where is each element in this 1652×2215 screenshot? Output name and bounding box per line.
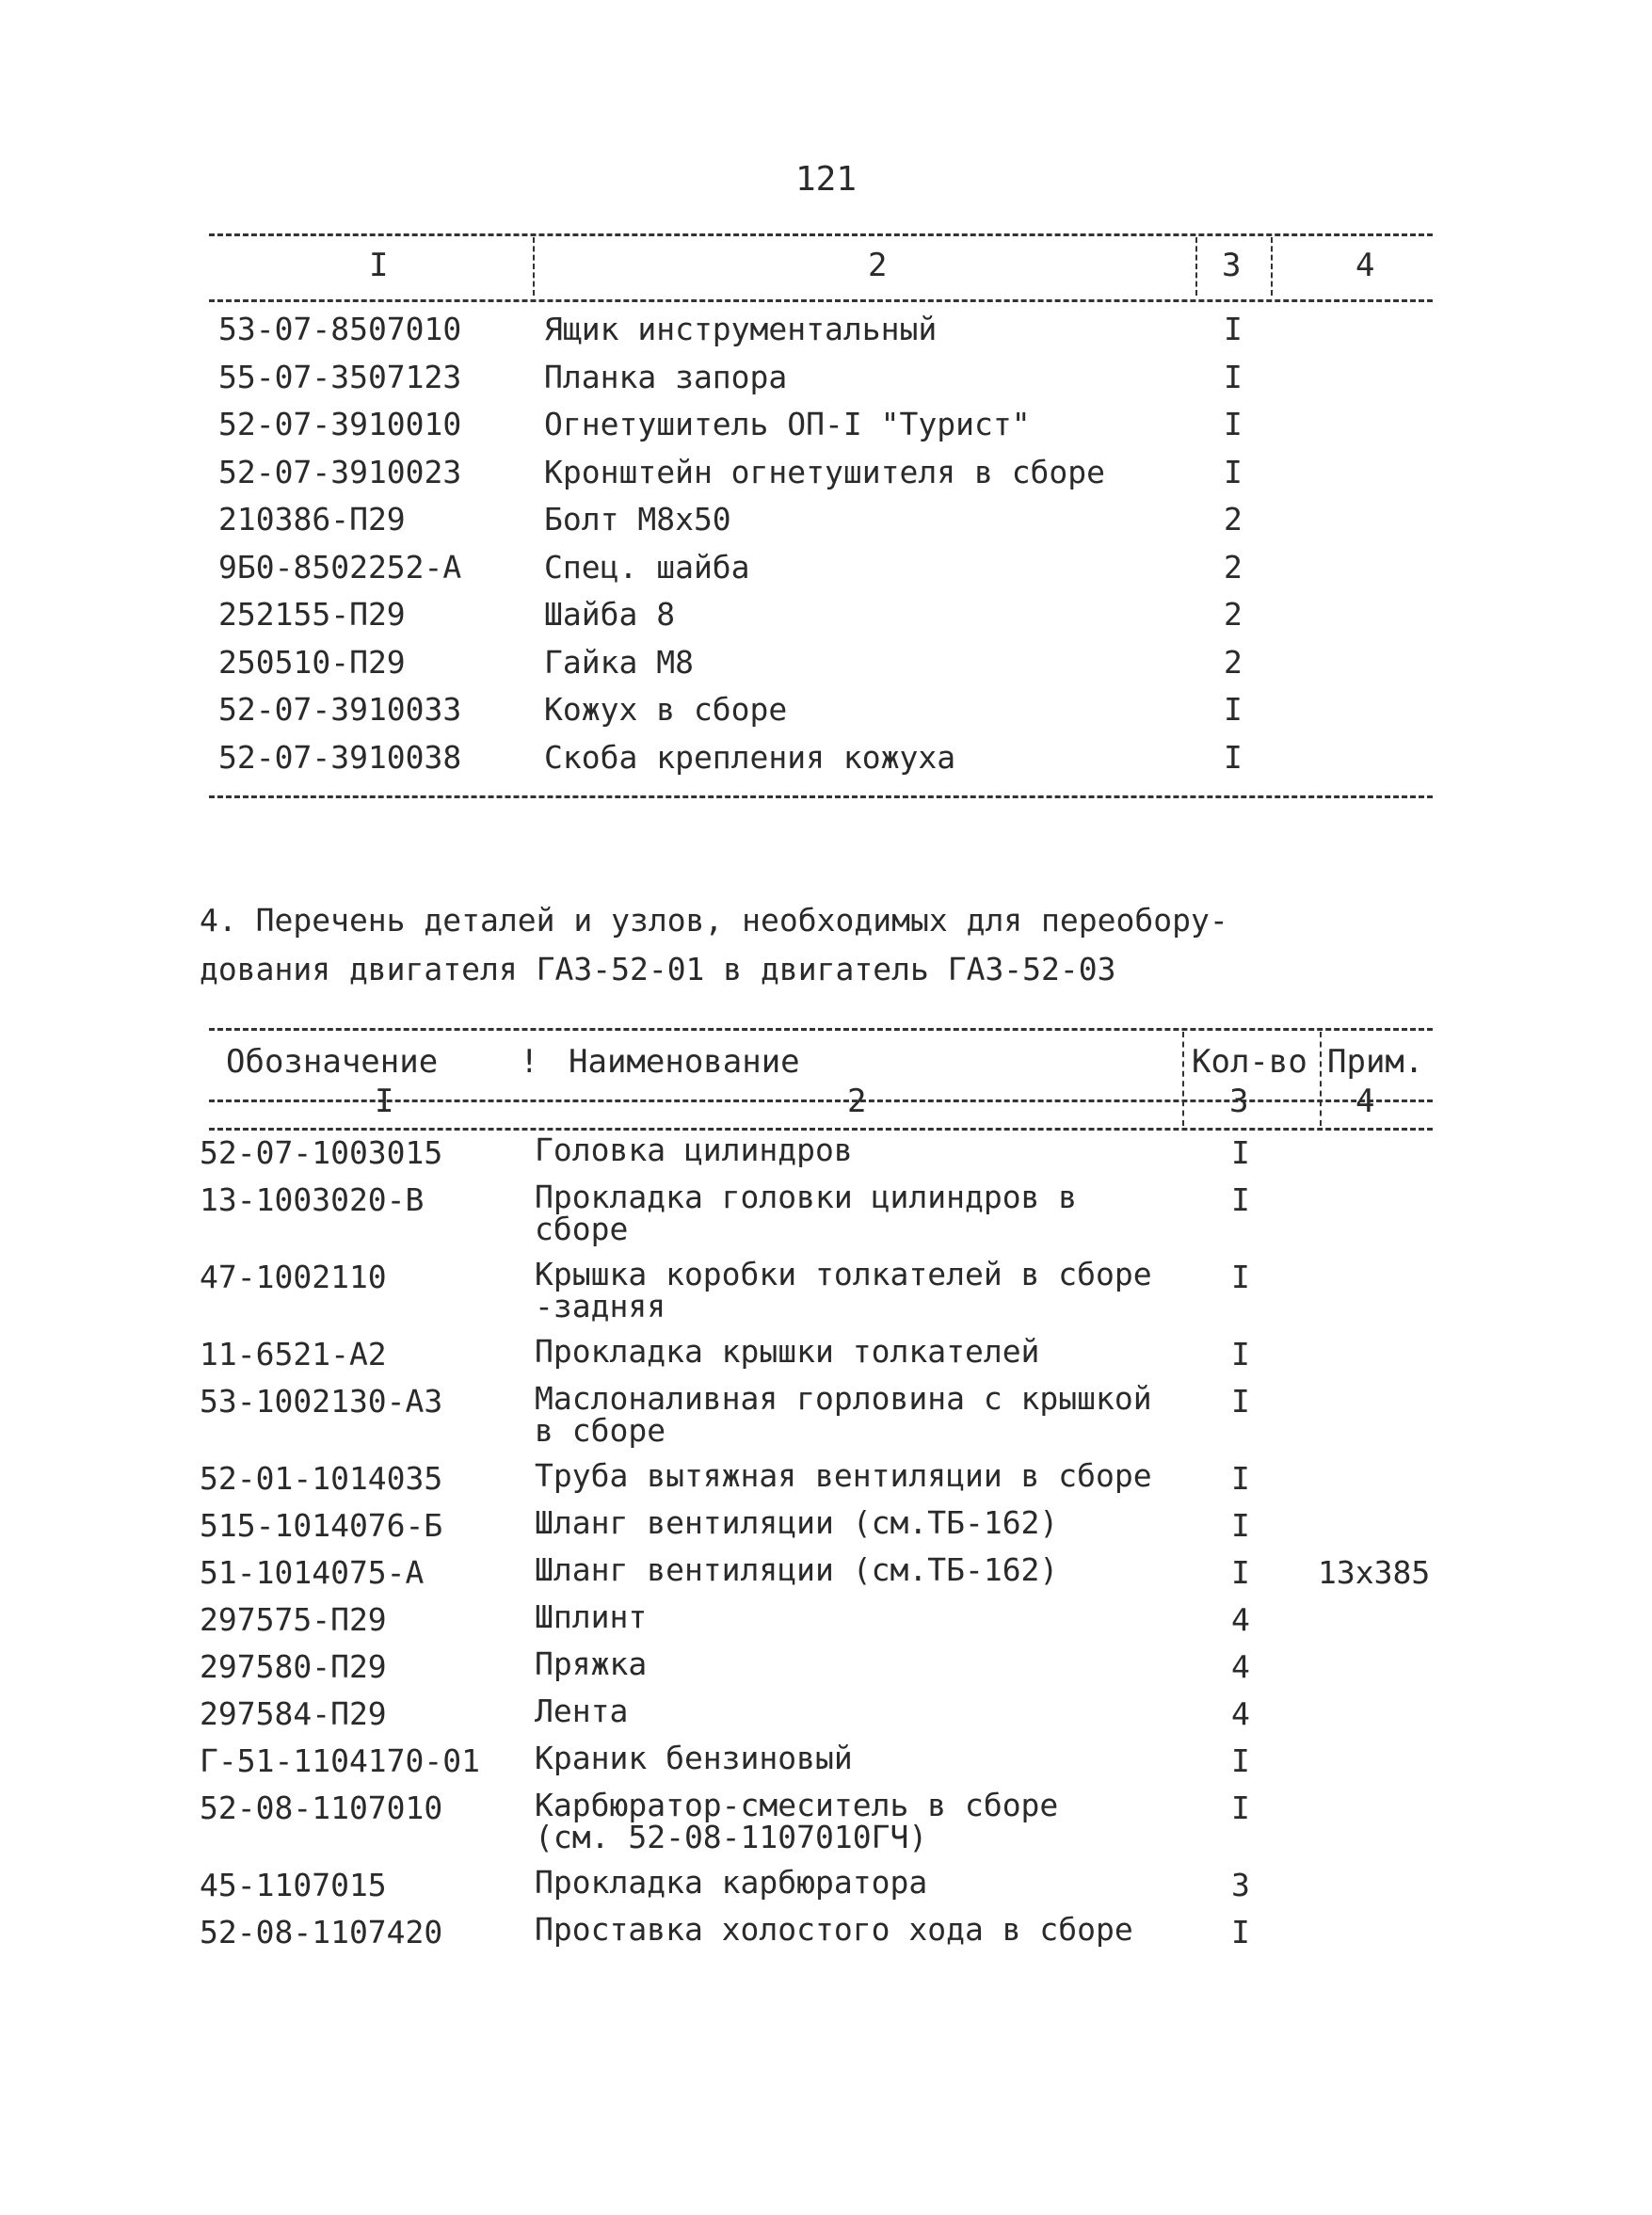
- part-code: 52-07-3910010: [218, 406, 462, 442]
- part-code: 252155-П29: [218, 596, 406, 633]
- part-qty: 4: [1231, 1648, 1250, 1685]
- part-code: Г-51-1104170-01: [200, 1742, 481, 1779]
- part-code: 45-1107015: [200, 1867, 387, 1903]
- table1-header-rule: [209, 299, 1433, 302]
- part-code: 55-07-3507123: [218, 358, 462, 395]
- table-row: [0, 1457, 1652, 1507]
- section4-line1: 4. Перечень деталей и узлов, необходимых для переобору-: [200, 902, 1228, 939]
- part-name: Краник бензиновый: [535, 1740, 853, 1776]
- table2-header-designation: Обозначение: [226, 1043, 439, 1081]
- part-code: 52-08-1107420: [200, 1914, 443, 1950]
- part-qty: 4: [1231, 1695, 1250, 1732]
- table-row: [0, 1787, 1652, 1867]
- part-name: Ящик инструментальный: [544, 311, 938, 347]
- table2-header-note: Прим.: [1327, 1043, 1424, 1081]
- part-qty: I: [1224, 453, 1243, 490]
- part-name: Карбюратор-смеситель в сборе (см. 52-08-1107010ГЧ): [535, 1787, 1059, 1855]
- table-row: [0, 596, 1652, 643]
- part-qty: I: [1231, 1383, 1250, 1420]
- part-qty: I: [1224, 738, 1243, 776]
- table-row: [0, 501, 1652, 548]
- part-code: 51-1014075-А: [200, 1554, 425, 1591]
- part-code: 52-01-1014035: [200, 1460, 443, 1497]
- table-row: [0, 1864, 1652, 1914]
- table-row: [0, 1333, 1652, 1383]
- table-row: [0, 1911, 1652, 1961]
- table2-divider: [1182, 1032, 1184, 1126]
- table2-header-sep: !: [520, 1043, 539, 1081]
- part-qty: 4: [1231, 1601, 1250, 1638]
- part-qty: I: [1224, 358, 1243, 395]
- part-qty: 3: [1231, 1867, 1250, 1903]
- part-qty: I: [1224, 406, 1243, 442]
- table-row: [0, 1645, 1652, 1695]
- table2-header-qty: Кол-во: [1192, 1043, 1307, 1081]
- table-row: [0, 549, 1652, 596]
- table1-header-col3: 3: [1222, 247, 1242, 284]
- part-name: Болт М8х50: [544, 501, 731, 538]
- table-row: [0, 1181, 1652, 1259]
- table-row: [0, 1380, 1652, 1460]
- part-name: Планка запора: [544, 358, 788, 395]
- part-name: Шланг вентиляции (см.ТБ-162): [535, 1504, 1059, 1541]
- table-row: [0, 454, 1652, 501]
- table2-header-num3: 3: [1229, 1083, 1249, 1120]
- table1-divider: [533, 237, 535, 296]
- table2-header-name: Наименование: [569, 1043, 800, 1081]
- part-code: 52-07-1003015: [200, 1134, 443, 1171]
- part-qty: I: [1231, 1790, 1250, 1826]
- part-name: Шайба 8: [544, 596, 676, 633]
- part-name: Труба вытяжная вентиляции в сборе: [535, 1457, 1152, 1494]
- part-qty: I: [1231, 1336, 1250, 1372]
- table1-header-col4: 4: [1355, 247, 1375, 284]
- part-qty: I: [1231, 1134, 1250, 1171]
- part-name: Кожух в сборе: [544, 691, 788, 728]
- part-code: 210386-П29: [218, 501, 406, 538]
- part-name: Шланг вентиляции (см.ТБ-162): [535, 1551, 1059, 1588]
- table2-divider: [1320, 1032, 1322, 1126]
- part-name: Пряжка: [535, 1645, 648, 1682]
- table-row: [0, 1504, 1652, 1554]
- table1-header-col2: 2: [868, 247, 888, 284]
- table1-divider: [1271, 237, 1273, 296]
- part-code: 515-1014076-Б: [200, 1507, 443, 1544]
- part-code: 52-08-1107010: [200, 1790, 443, 1826]
- table-row: [0, 1551, 1652, 1601]
- part-name: Спец. шайба: [544, 548, 750, 586]
- part-qty: 2: [1224, 643, 1243, 681]
- part-code: 250510-П29: [218, 643, 406, 681]
- table-row: [0, 739, 1652, 786]
- part-name: Прокладка головки цилиндров в сборе: [535, 1179, 1078, 1247]
- part-code: 52-07-3910038: [218, 738, 462, 776]
- part-code: 297584-П29: [200, 1695, 387, 1732]
- part-name: Лента: [535, 1693, 629, 1729]
- part-name: Маслоналивная горловина с крышкой в сборе: [535, 1380, 1152, 1449]
- part-name: Прокладка крышки толкателей: [535, 1333, 1040, 1370]
- part-code: 52-07-3910033: [218, 691, 462, 728]
- part-name: Кронштейн огнетушителя в сборе: [544, 453, 1106, 490]
- part-qty: 2: [1224, 501, 1243, 538]
- part-name: Проставка холостого хода в сборе: [535, 1911, 1133, 1948]
- part-qty: I: [1231, 1507, 1250, 1544]
- part-qty: I: [1231, 1914, 1250, 1950]
- table-row: [0, 311, 1652, 358]
- section4-line2: дования двигателя ГАЗ-52-01 в двигатель ГАЗ-52-03: [200, 951, 1116, 987]
- table2-header-rule: [209, 1128, 1433, 1131]
- part-code: 13-1003020-В: [200, 1181, 425, 1218]
- table-row: [0, 691, 1652, 738]
- table-row: [0, 1742, 1652, 1790]
- page-number: 121: [794, 160, 858, 199]
- part-code: 297575-П29: [200, 1601, 387, 1638]
- table2-header-num4: 4: [1355, 1083, 1375, 1120]
- part-name: Крышка коробки толкателей в сборе -задняя: [535, 1256, 1152, 1324]
- part-name: Головка цилиндров: [535, 1132, 853, 1168]
- table-row: [0, 644, 1652, 691]
- part-qty: 2: [1224, 596, 1243, 633]
- table2-header-num1: I: [375, 1083, 394, 1120]
- part-code: 9Б0-8502252-А: [218, 548, 462, 586]
- part-qty: I: [1231, 1460, 1250, 1497]
- table1-bottom-rule: [209, 795, 1433, 798]
- table-row: [0, 359, 1652, 406]
- part-code: 297580-П29: [200, 1648, 387, 1685]
- table-row: [0, 1134, 1652, 1181]
- part-qty: I: [1231, 1181, 1250, 1218]
- part-name: Скоба крепления кожуха: [544, 738, 956, 776]
- part-code: 53-1002130-А3: [200, 1383, 443, 1420]
- part-name: Шплинт: [535, 1598, 648, 1635]
- part-note: 13х385: [1318, 1554, 1431, 1591]
- table-row: [0, 1598, 1652, 1648]
- table1-top-rule: [209, 233, 1433, 236]
- part-qty: I: [1231, 1554, 1250, 1591]
- part-code: 47-1002110: [200, 1259, 387, 1295]
- table-row: [0, 406, 1652, 453]
- part-code: 11-6521-А2: [200, 1336, 387, 1372]
- part-qty: I: [1231, 1259, 1250, 1295]
- table1-header-col1: I: [369, 247, 389, 284]
- table1-divider: [1195, 237, 1197, 296]
- part-name: Гайка М8: [544, 643, 694, 681]
- table2-header-num2: 2: [847, 1083, 867, 1120]
- part-code: 52-07-3910023: [218, 453, 462, 490]
- part-name: Прокладка карбюратора: [535, 1864, 928, 1901]
- part-code: 53-07-8507010: [218, 311, 462, 347]
- part-qty: I: [1224, 311, 1243, 347]
- table-row: [0, 1695, 1652, 1742]
- table-row: [0, 1256, 1652, 1336]
- part-name: Огнетушитель ОП-I "Турист": [544, 406, 1031, 442]
- table2-top-rule: [209, 1028, 1433, 1031]
- part-qty: 2: [1224, 548, 1243, 586]
- part-qty: I: [1231, 1742, 1250, 1779]
- part-qty: I: [1224, 691, 1243, 728]
